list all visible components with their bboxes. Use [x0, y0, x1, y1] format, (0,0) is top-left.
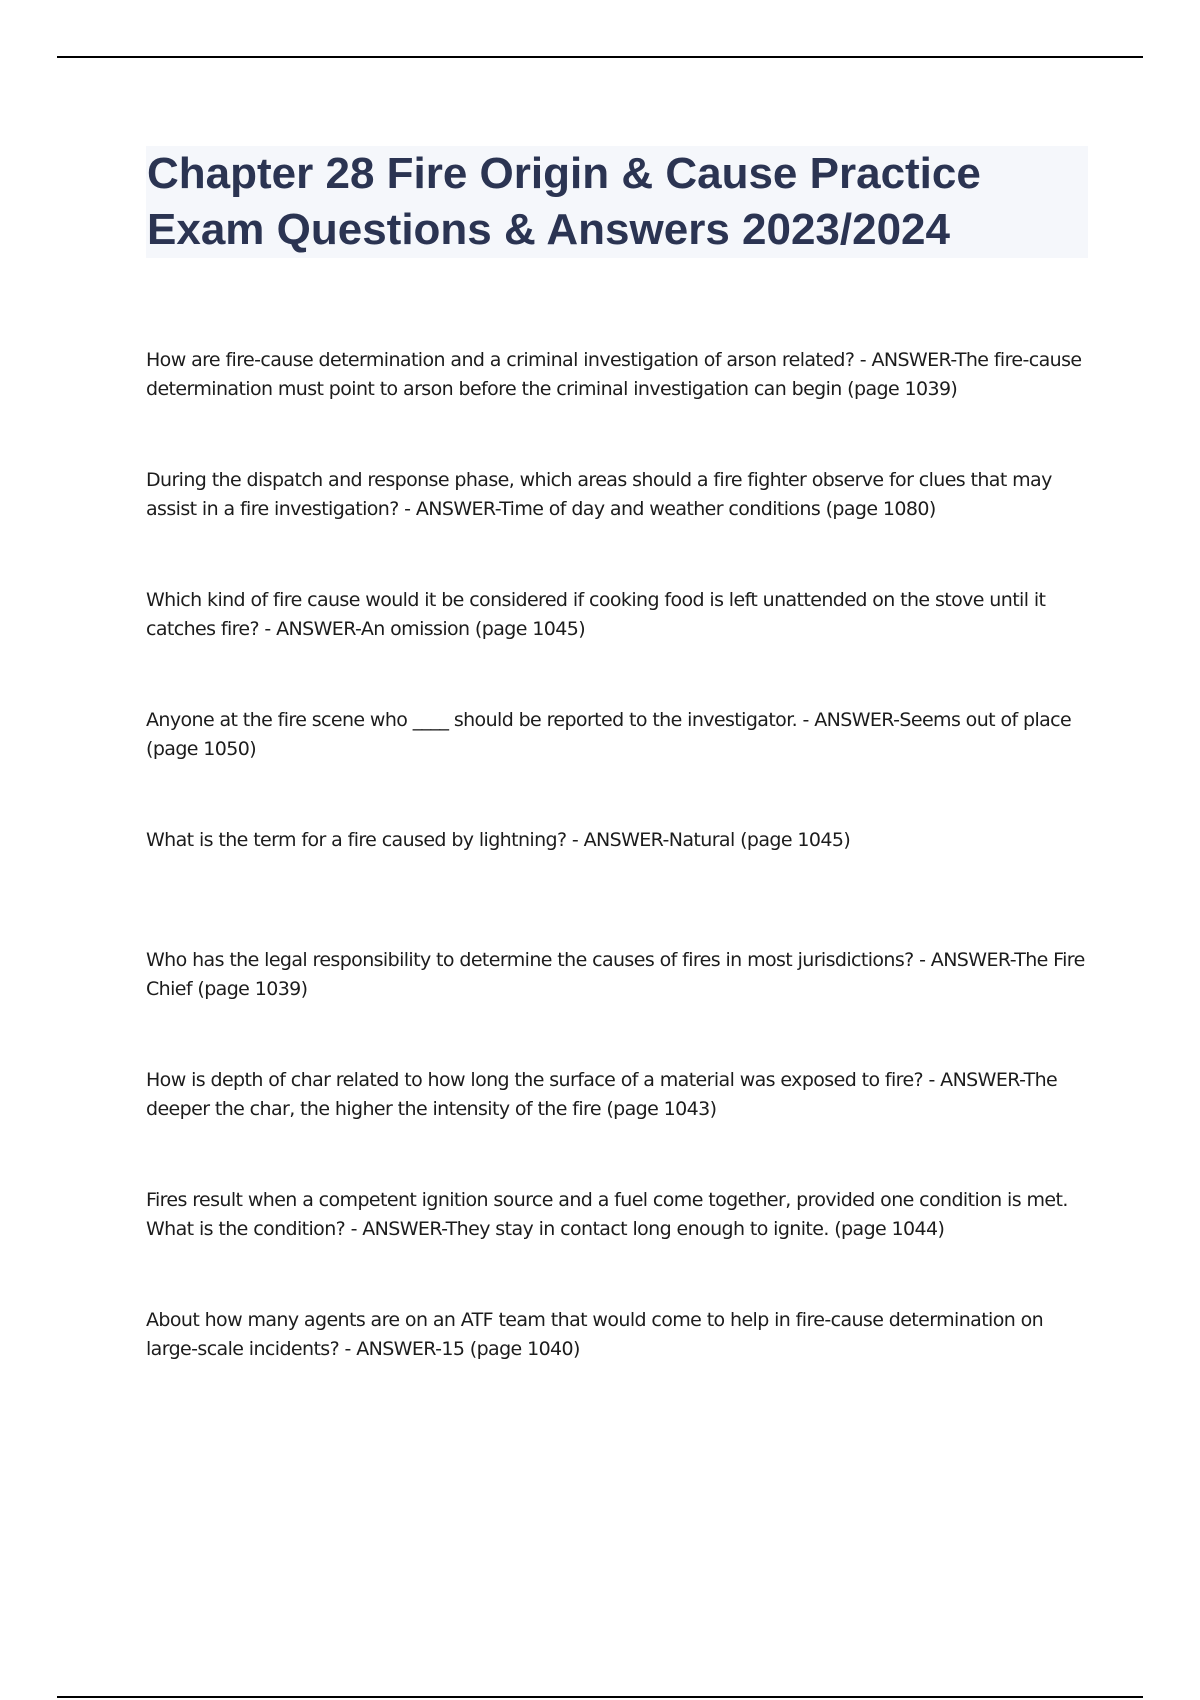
qa-item: About how many agents are on an ATF team that would come to help in fire-cause determination on large-scale incidents? - ANSWER-15 (page 1040) — [146, 1309, 1044, 1360]
qa-item: Who has the legal responsibility to determine the causes of fires in most jurisdictions? - ANSWER-The Fire Chief (page 1039) — [146, 949, 1085, 1000]
qa-item: What is the term for a fire caused by lightning? - ANSWER-Natural (page 1045) — [146, 829, 851, 851]
qa-item: Fires result when a competent ignition source and a fuel come together, provided one condition is met. What is the condition? - ANSWER-They stay in contact long enough to ignite. (page 1044) — [146, 1189, 1068, 1240]
title-block — [146, 146, 1088, 258]
qa-item: During the dispatch and response phase, which areas should a fire fighter observe for clues that may assist in a fire investigation? - ANSWER-Time of day and weather conditions (page 1080) — [146, 469, 1052, 520]
top-divider — [57, 56, 1143, 58]
qa-item: How are fire-cause determination and a criminal investigation of arson related? - ANSWER-The fire-cause determination must point to arson before the criminal investigation can begin (page 1039) — [146, 349, 1082, 400]
bottom-divider — [57, 1696, 1143, 1698]
document-title: Chapter 28 Fire Origin & Cause Practice Exam Questions & Answers 2023/2024 — [147, 149, 981, 254]
qa-item: How is depth of char related to how long the surface of a material was exposed to fire? - ANSWER-The deeper the char, the higher the intensity of the fire (page 1043) — [146, 1069, 1058, 1120]
qa-list — [146, 346, 1092, 1426]
qa-item: Which kind of fire cause would it be considered if cooking food is left unattended on the stove until it catches fire? - ANSWER-An omission (page 1045) — [146, 589, 1046, 640]
qa-item: Anyone at the fire scene who ____ should be reported to the investigator. - ANSWER-Seems out of place (page 1050) — [146, 709, 1072, 760]
